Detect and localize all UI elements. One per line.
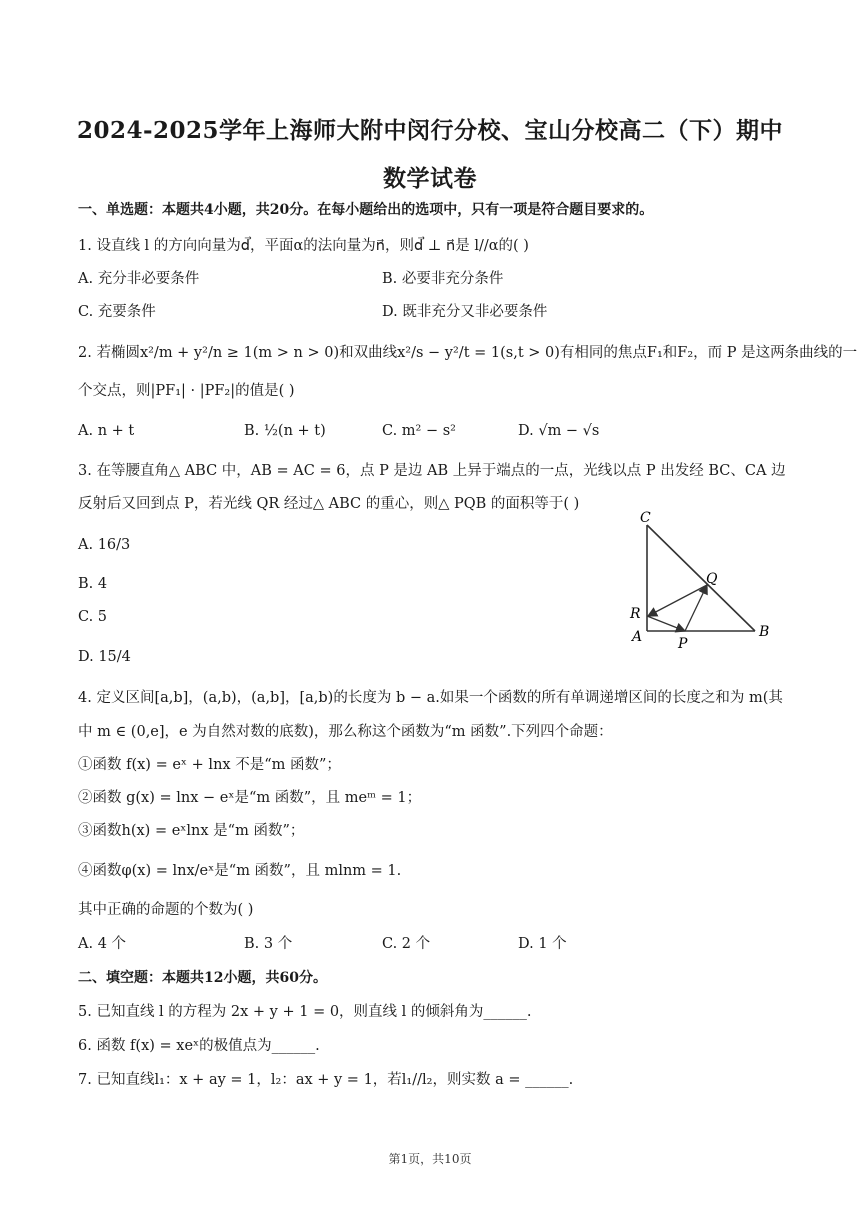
label-q: Q <box>706 571 718 587</box>
q4-proposition-2: ②函数 g(x) = lnx − eˣ是“m 函数”，且 meᵐ = 1； <box>78 790 422 806</box>
section-fill-blank: 二、填空题：本题共12小题，共60分。 <box>78 970 327 986</box>
q4-proposition-4: ④函数φ(x) = lnx/eˣ是“m 函数”，且 mlnm = 1. <box>78 863 402 879</box>
q2-option-b: B. ½(n + t) <box>244 423 326 439</box>
q3-option-a: A. 16/3 <box>78 537 131 553</box>
q1-option-a: A. 充分非必要条件 <box>78 271 200 287</box>
q4-option-c: C. 2 个 <box>382 936 431 952</box>
q2-stem-line1: 2. 若椭圆x²/m + y²/n ≥ 1(m > n > 0)和双曲线x²/s − y²/t = 1(s,t > 0)有相同的焦点F₁和F₂，而 P 是这两条曲线的一 <box>78 345 858 361</box>
q1-option-d: D. 既非充分又非必要条件 <box>382 304 548 320</box>
q3-stem-line1: 3. 在等腰直角△ ABC 中，AB = AC = 6，点 P 是边 AB 上异于端点的一点，光线以点 P 出发经 BC、CA 边 <box>78 463 786 479</box>
q3-option-d: D. 15/4 <box>78 649 131 665</box>
q5-stem: 5. 已知直线 l 的方程为 2x + y + 1 = 0，则直线 l 的倾斜角为______. <box>78 1004 532 1020</box>
ray-pq <box>685 585 707 631</box>
section-single-choice: 一、单选题：本题共4小题，共20分。在每小题给出的选项中，只有一项是符合题目要求的。 <box>78 202 654 218</box>
q1-option-c: C. 充要条件 <box>78 304 156 320</box>
label-c: C <box>640 510 651 526</box>
exam-title-line2: 数学试卷 <box>383 165 477 192</box>
q4-stem-line2: 中 m ∈ (0,e]，e 为自然对数的底数)，那么称这个函数为“m 函数”.下列四个命题： <box>78 724 613 740</box>
q4-proposition-1: ①函数 f(x) = eˣ + lnx 不是“m 函数”； <box>78 757 341 773</box>
side-cb <box>647 525 755 631</box>
label-r: R <box>630 606 641 622</box>
ray-rp <box>647 616 685 631</box>
q4-proposition-3: ③函数h(x) = eˣlnx 是“m 函数”； <box>78 823 305 839</box>
q7-stem: 7. 已知直线l₁：x + ay = 1，l₂：ax + y = 1，若l₁//l₂，则实数 a = ______. <box>78 1072 574 1088</box>
q3-stem-line2: 反射后又回到点 P，若光线 QR 经过△ ABC 的重心，则△ PQB 的面积等于( ) <box>78 496 580 512</box>
triangle-figure <box>625 505 785 653</box>
q3-option-b: B. 4 <box>78 576 108 592</box>
q2-option-d: D. √m − √s <box>518 423 600 439</box>
q4-option-b: B. 3 个 <box>244 936 293 952</box>
label-b: B <box>759 624 770 640</box>
q2-stem-line2: 个交点，则|PF₁| · |PF₂|的值是( ) <box>78 383 295 399</box>
page-footer: 第1页，共10页 <box>388 1152 472 1166</box>
label-a: A <box>632 629 643 645</box>
q4-question: 其中正确的命题的个数为( ) <box>78 902 254 918</box>
ray-qr <box>648 585 707 616</box>
q6-stem: 6. 函数 f(x) = xeˣ的极值点为______. <box>78 1038 320 1054</box>
q4-option-a: A. 4 个 <box>78 936 127 952</box>
exam-title-line1: 2024-2025学年上海师大附中闵行分校、宝山分校高二（下）期中 <box>76 117 784 144</box>
q4-option-d: D. 1 个 <box>518 936 567 952</box>
q4-stem-line1: 4. 定义区间[a,b]，(a,b)，(a,b]，[a,b)的长度为 b − a.如果一个函数的所有单调递增区间的长度之和为 m(其 <box>78 690 783 706</box>
q1-stem: 1. 设直线 l 的方向向量为d⃗，平面α的法向量为n⃗，则d⃗ ⊥ n⃗是 l//α的( ) <box>78 238 529 254</box>
q2-option-a: A. n + t <box>78 423 135 439</box>
label-p: P <box>678 636 688 652</box>
q1-option-b: B. 必要非充分条件 <box>382 271 504 287</box>
q3-option-c: C. 5 <box>78 609 108 625</box>
q2-option-c: C. m² − s² <box>382 423 456 439</box>
